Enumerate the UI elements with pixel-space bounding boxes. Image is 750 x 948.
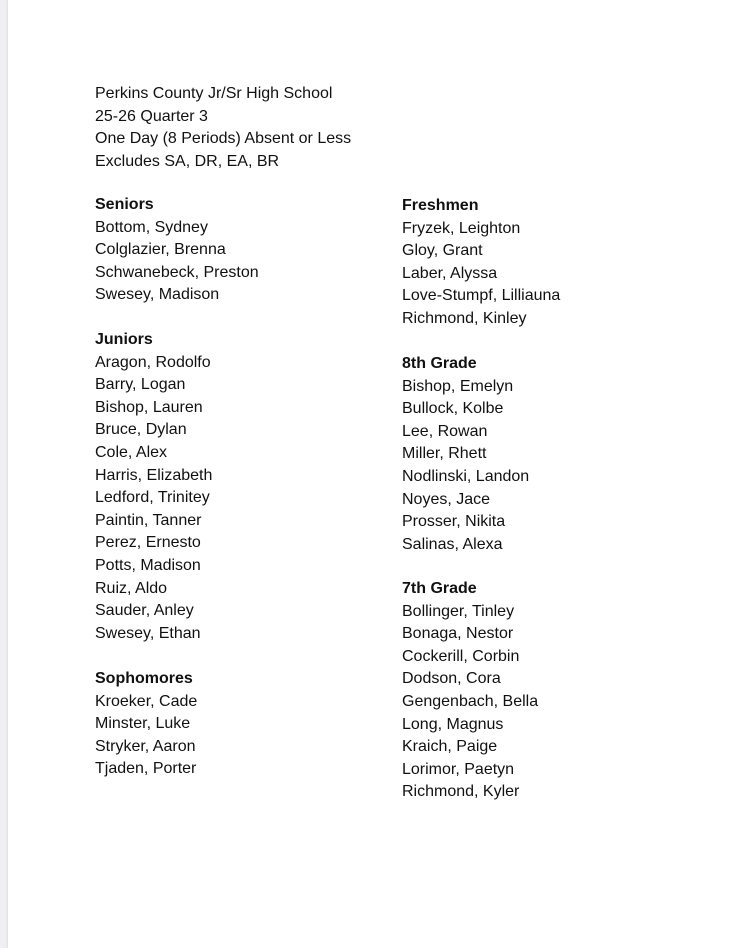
student-name: Potts, Madison: [95, 556, 201, 574]
student-name: Schwanebeck, Preston: [95, 263, 259, 281]
student-name: Nodlinski, Landon: [402, 467, 530, 485]
student-name: Salinas, Alexa: [402, 535, 503, 553]
student-name: Gloy, Grant: [402, 242, 483, 260]
student-name: Richmond, Kinley: [402, 309, 527, 327]
student-name: Dodson, Cora: [402, 670, 501, 688]
section-title: Freshmen: [402, 197, 479, 214]
section-juniors: [95, 329, 212, 645]
term-label: 25-26 Quarter 3: [95, 107, 208, 125]
student-name: Ruiz, Aldo: [95, 579, 168, 597]
student-name: Richmond, Kyler: [402, 783, 520, 801]
school-name: Perkins County Jr/Sr High School: [95, 85, 333, 102]
section-title: Seniors: [95, 196, 154, 213]
student-name: Stryker, Aaron: [95, 737, 196, 755]
student-name: Aragon, Rodolfo: [95, 353, 211, 371]
student-name: Bishop, Emelyn: [402, 377, 514, 395]
student-name: Paintin, Tanner: [95, 511, 202, 529]
student-name: Tjaden, Porter: [95, 760, 197, 778]
student-name: Bullock, Kolbe: [402, 400, 504, 418]
student-name: Noyes, Jace: [402, 490, 491, 508]
section-title: 7th Grade: [402, 580, 477, 597]
student-name: Minster, Luke: [95, 715, 191, 733]
student-name: Miller, Rhett: [402, 445, 487, 463]
student-name: Kroeker, Cade: [95, 692, 198, 710]
student-name: Colglazier, Brenna: [95, 241, 226, 259]
student-name: Lorimor, Paetyn: [402, 760, 515, 778]
section-7th-grade: [402, 578, 538, 804]
section-title: 8th Grade: [402, 355, 477, 372]
student-name: Long, Magnus: [402, 715, 504, 733]
student-name: Ledford, Trinitey: [95, 489, 210, 507]
document-page: [8, 0, 750, 948]
section-freshmen: [402, 195, 560, 331]
document-header: [95, 83, 351, 173]
student-name: Barry, Logan: [95, 376, 186, 394]
student-name: Bonaga, Nestor: [402, 625, 514, 643]
section-title: Juniors: [95, 331, 153, 348]
student-name: Bishop, Lauren: [95, 398, 203, 416]
section-sophomores: [95, 668, 197, 781]
student-name: Perez, Ernesto: [95, 534, 201, 552]
student-name: Cockerill, Corbin: [402, 647, 520, 665]
student-name: Swesey, Madison: [95, 286, 220, 304]
student-name: Laber, Alyssa: [402, 264, 498, 282]
section-seniors: [95, 194, 259, 307]
student-name: Sauder, Anley: [95, 602, 194, 620]
student-name: Bollinger, Tinley: [402, 602, 515, 620]
student-name: Swesey, Ethan: [95, 624, 201, 642]
student-name: Bruce, Dylan: [95, 421, 187, 439]
student-name: Gengenbach, Bella: [402, 692, 539, 710]
student-name: Lee, Rowan: [402, 422, 488, 440]
student-name: Fryzek, Leighton: [402, 219, 521, 237]
student-name: Bottom, Sydney: [95, 218, 208, 236]
section-8th-grade: [402, 353, 529, 556]
student-name: Kraich, Paige: [402, 738, 498, 756]
student-name: Cole, Alex: [95, 443, 168, 461]
student-name: Prosser, Nikita: [402, 513, 506, 531]
section-title: Sophomores: [95, 670, 193, 687]
student-name: Love-Stumpf, Lilliauna: [402, 287, 561, 305]
excludes-label: Excludes SA, DR, EA, BR: [95, 152, 280, 170]
student-name: Harris, Elizabeth: [95, 466, 213, 484]
criteria-label: One Day (8 Periods) Absent or Less: [95, 130, 352, 147]
